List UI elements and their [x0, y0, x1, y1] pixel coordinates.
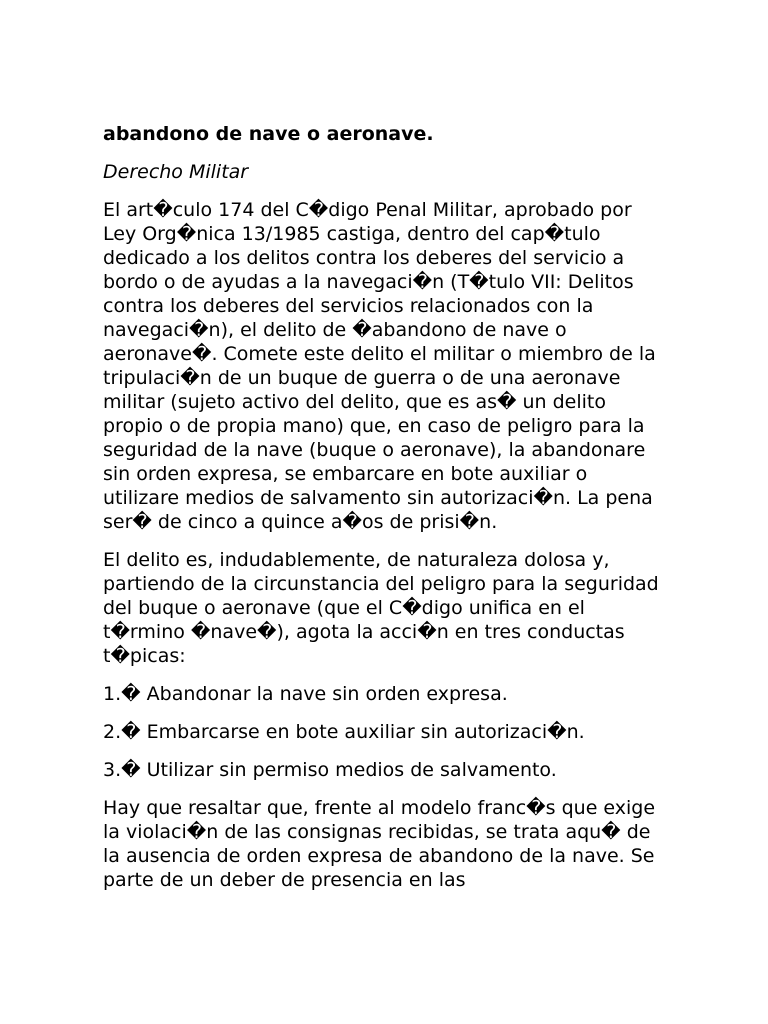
paragraph-conduct-3: 3.� Utilizar sin permiso medios de salvamento.	[103, 759, 557, 781]
document-page	[103, 122, 669, 906]
paragraph-article-174: El art�culo 174 del C�digo Penal Militar, aprobado por Ley Org�nica 13/1985 castiga, dentro del cap�tulo dedicado a los delitos contra los deberes del servicio a bordo o de ayudas a la navegaci�n (T�tulo VII: Delitos contra los deberes del servicios relacionados con la navegaci�n), el delito de �abandono de nave o aeronave�. Comete este delito el militar o miembro de la tripulaci�n de un buque de guerra o de una aeronave militar (sujeto activo del delito, que es as� un delito propio o de propia mano) que, en caso de peligro para la seguridad de la nave (buque o aeronave), la abandonare sin orden expresa, se embarcare en bote auxiliar o utilizare medios de salvamento sin autorizaci�n. La pena ser� de cinco a quince a�os de prisi�n.	[103, 199, 656, 533]
paragraph-conduct-2: 2.� Embarcarse en bote auxiliar sin autorizaci�n.	[103, 721, 585, 743]
paragraph-conduct-1: 1.� Abandonar la nave sin orden expresa.	[103, 683, 508, 705]
document-subtitle: Derecho Militar	[103, 161, 249, 183]
document-title: abandono de nave o aeronave.	[103, 123, 434, 145]
paragraph-resaltar: Hay que resaltar que, frente al modelo franc�s que exige la violaci�n de las consignas recibidas, se trata aqu� de la ausencia de orden expresa de abandono de la nave. Se parte de un deber de presencia en las	[103, 797, 656, 891]
paragraph-dolosa: El delito es, indudablemente, de naturaleza dolosa y, partiendo de la circunstancia del peligro para la seguridad del buque o aeronave (que el C�digo unifica en el t�rmino �nave�), agota la acci�n en tres conductas t�picas:	[103, 549, 659, 667]
